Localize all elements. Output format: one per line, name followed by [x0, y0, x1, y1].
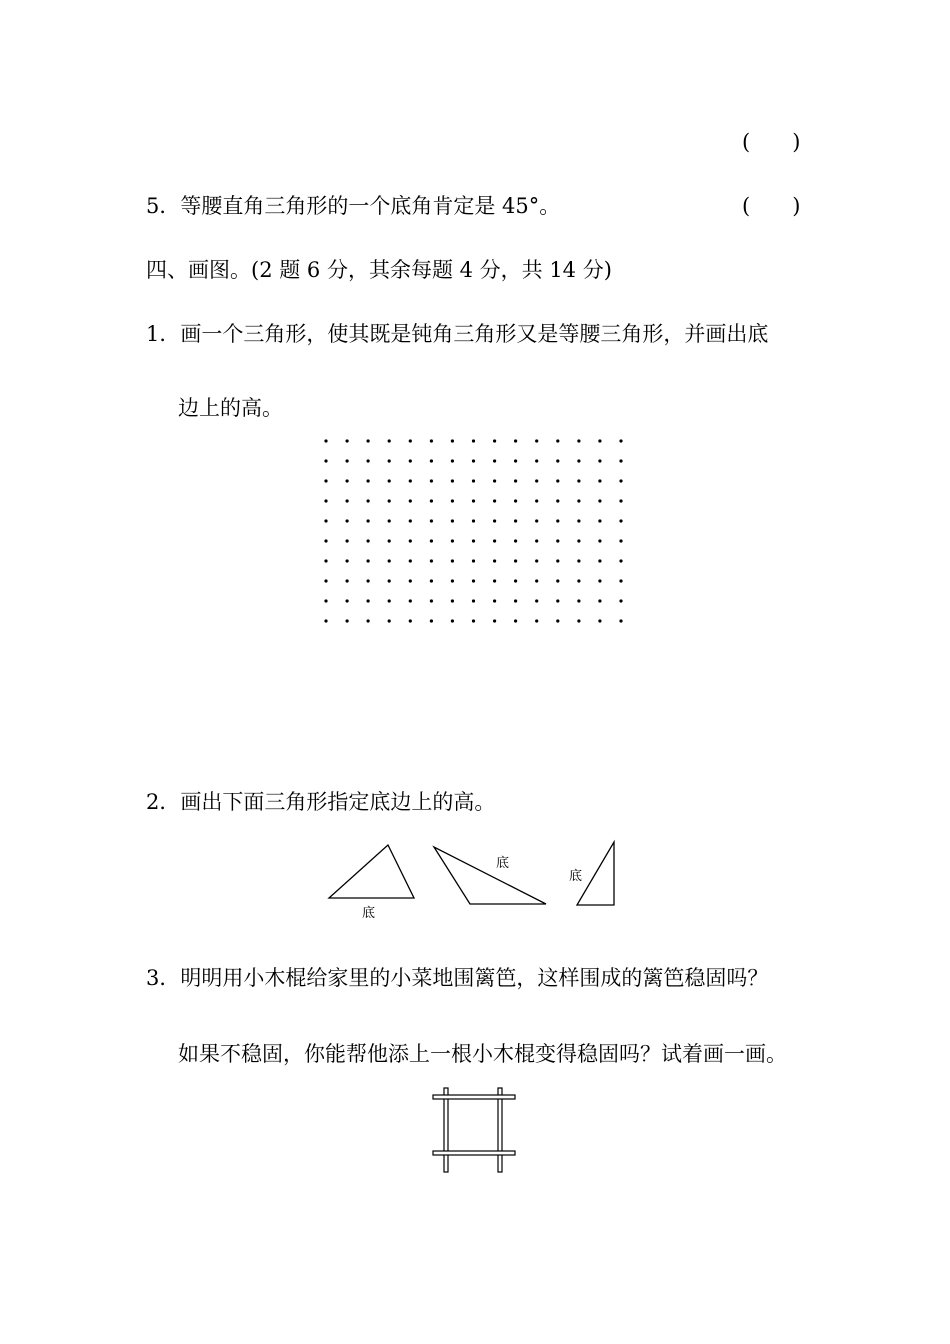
grid-dot — [324, 439, 327, 442]
grid-dot — [430, 559, 433, 562]
grid-dot — [346, 599, 349, 602]
grid-dot — [367, 559, 370, 562]
grid-dot — [598, 459, 601, 462]
grid-dot — [346, 439, 349, 442]
grid-dot — [535, 539, 538, 542]
grid-dot — [493, 479, 496, 482]
grid-dot — [367, 519, 370, 522]
grid-dot — [472, 499, 475, 502]
grid-dot — [451, 519, 454, 522]
grid-dot — [598, 519, 601, 522]
grid-dot — [367, 579, 370, 582]
grid-dot — [409, 579, 412, 582]
grid-dot — [598, 559, 601, 562]
grid-dot — [556, 579, 559, 582]
grid-dot — [514, 579, 517, 582]
grid-dot — [598, 619, 601, 622]
grid-dot — [324, 619, 327, 622]
grid-dot — [535, 439, 538, 442]
grid-dot — [324, 519, 327, 522]
grid-dot — [556, 619, 559, 622]
grid-dot — [451, 599, 454, 602]
question-4-3-line2: 如果不稳固，你能帮他添上一根小木棍变得稳固吗？试着画一画。 — [178, 1042, 787, 1066]
question-4-3-line1: 3．明明用小木棍给家里的小菜地围篱笆，这样围成的篱笆稳固吗？ — [146, 966, 769, 990]
grid-dot — [619, 619, 622, 622]
grid-dot — [472, 599, 475, 602]
grid-dot — [577, 579, 580, 582]
grid-dot — [535, 479, 538, 482]
grid-dot — [346, 559, 349, 562]
grid-dot — [619, 539, 622, 542]
grid-dot — [409, 439, 412, 442]
grid-dot — [472, 439, 475, 442]
grid-dot — [388, 619, 391, 622]
grid-dot — [619, 439, 622, 442]
grid-dot — [367, 599, 370, 602]
grid-dot — [409, 619, 412, 622]
grid-dot — [388, 579, 391, 582]
grid-dot — [514, 459, 517, 462]
grid-dot — [493, 439, 496, 442]
grid-dot — [577, 459, 580, 462]
grid-dot — [346, 519, 349, 522]
grid-dot — [409, 559, 412, 562]
grid-dot — [577, 499, 580, 502]
grid-dot — [451, 559, 454, 562]
grid-dot — [556, 519, 559, 522]
triangle-1-base-label: 底 — [362, 906, 376, 921]
grid-dot — [556, 499, 559, 502]
grid-dot — [619, 479, 622, 482]
grid-dot — [535, 559, 538, 562]
grid-dot — [535, 619, 538, 622]
grid-dot — [619, 519, 622, 522]
grid-dot — [388, 519, 391, 522]
grid-dot — [346, 499, 349, 502]
grid-dot — [324, 499, 327, 502]
grid-dot — [577, 599, 580, 602]
grid-dot — [514, 479, 517, 482]
grid-dot — [346, 579, 349, 582]
grid-dot — [598, 479, 601, 482]
grid-dot — [451, 439, 454, 442]
grid-dot — [577, 519, 580, 522]
grid-dot — [451, 499, 454, 502]
grid-dot — [619, 559, 622, 562]
grid-dot — [451, 579, 454, 582]
grid-dot — [324, 559, 327, 562]
grid-dot — [472, 459, 475, 462]
grid-dot — [577, 559, 580, 562]
grid-dot — [367, 439, 370, 442]
grid-dot — [324, 459, 327, 462]
grid-dot — [598, 439, 601, 442]
grid-dot — [514, 439, 517, 442]
grid-dot — [430, 439, 433, 442]
grid-dot — [556, 539, 559, 542]
grid-dot — [493, 499, 496, 502]
grid-dot — [388, 479, 391, 482]
question-4-2-text: 2．画出下面三角形指定底边上的高。 — [146, 790, 496, 814]
triangle-1[interactable] — [329, 845, 414, 898]
grid-dot — [535, 499, 538, 502]
grid-dot — [535, 599, 538, 602]
grid-dot — [324, 539, 327, 542]
grid-dot — [388, 559, 391, 562]
grid-dot — [346, 459, 349, 462]
grid-dot — [598, 579, 601, 582]
grid-dot — [472, 479, 475, 482]
grid-dot — [367, 619, 370, 622]
grid-dot — [388, 459, 391, 462]
grid-dot — [430, 539, 433, 542]
grid-dot — [430, 479, 433, 482]
grid-dot — [556, 459, 559, 462]
grid-dot — [430, 579, 433, 582]
grid-dot — [577, 439, 580, 442]
triangle-2-base-label: 底 — [496, 856, 510, 871]
grid-dot — [493, 619, 496, 622]
grid-dot — [324, 579, 327, 582]
question-4-1-line2: 边上的高。 — [178, 396, 283, 420]
answer-bracket-q5[interactable]: ( ) — [742, 194, 801, 218]
grid-dot — [619, 499, 622, 502]
grid-dot — [493, 459, 496, 462]
grid-dot — [577, 479, 580, 482]
grid-dot — [472, 539, 475, 542]
grid-dot — [430, 459, 433, 462]
grid-dot — [367, 499, 370, 502]
grid-dot — [451, 539, 454, 542]
triangle-3-base-label: 底 — [569, 869, 583, 884]
grid-dot — [324, 599, 327, 602]
grid-dot — [514, 519, 517, 522]
grid-dot — [535, 579, 538, 582]
grid-dot — [409, 519, 412, 522]
grid-dot — [346, 619, 349, 622]
grid-dot — [514, 539, 517, 542]
grid-dot — [556, 599, 559, 602]
stick-top[interactable] — [433, 1095, 515, 1099]
grid-dot — [367, 479, 370, 482]
grid-dot — [577, 619, 580, 622]
grid-dot — [472, 579, 475, 582]
grid-dot — [409, 459, 412, 462]
grid-dot — [388, 539, 391, 542]
grid-dot — [514, 559, 517, 562]
grid-dot — [451, 459, 454, 462]
grid-dot — [346, 539, 349, 542]
grid-dot — [430, 499, 433, 502]
question-5-text: 5．等腰直角三角形的一个底角肯定是 45°。 — [146, 194, 561, 218]
grid-dot — [409, 479, 412, 482]
question-4-1-line1: 1．画一个三角形，使其既是钝角三角形又是等腰三角形，并画出底 — [146, 322, 769, 346]
grid-dot — [430, 599, 433, 602]
grid-dot — [619, 579, 622, 582]
grid-dot — [388, 599, 391, 602]
grid-dot — [472, 519, 475, 522]
grid-dot — [514, 619, 517, 622]
grid-dot — [619, 599, 622, 602]
grid-dot — [430, 519, 433, 522]
grid-dot — [472, 619, 475, 622]
grid-dot — [367, 539, 370, 542]
grid-dot — [409, 499, 412, 502]
grid-dot — [493, 519, 496, 522]
grid-dot — [598, 539, 601, 542]
grid-dot — [619, 459, 622, 462]
triangle-3[interactable] — [577, 842, 614, 905]
triangle-2[interactable] — [434, 847, 546, 904]
grid-dot — [577, 539, 580, 542]
grid-dot — [472, 559, 475, 562]
grid-dot — [598, 499, 601, 502]
stick-right[interactable] — [498, 1088, 502, 1172]
grid-dot — [451, 479, 454, 482]
stick-left[interactable] — [444, 1088, 448, 1172]
grid-dot — [388, 499, 391, 502]
stick-bottom[interactable] — [433, 1151, 515, 1155]
grid-dot — [346, 479, 349, 482]
grid-dot — [598, 599, 601, 602]
grid-dot — [388, 439, 391, 442]
grid-dot — [430, 619, 433, 622]
grid-dot — [451, 619, 454, 622]
grid-dot — [493, 539, 496, 542]
grid-dot — [493, 579, 496, 582]
answer-bracket-q4[interactable]: ( ) — [742, 130, 801, 154]
grid-dot — [535, 519, 538, 522]
grid-dot — [409, 539, 412, 542]
grid-dot — [409, 599, 412, 602]
grid-dot — [514, 499, 517, 502]
grid-dot — [556, 559, 559, 562]
grid-dot — [514, 599, 517, 602]
grid-dot — [556, 479, 559, 482]
grid-dot — [493, 559, 496, 562]
section-4-heading: 四、画图。(2 题 6 分，其余每题 4 分，共 14 分) — [146, 258, 612, 282]
grid-dot — [556, 439, 559, 442]
grid-dot — [493, 599, 496, 602]
grid-dot — [324, 479, 327, 482]
grid-dot — [367, 459, 370, 462]
grid-dot — [535, 459, 538, 462]
